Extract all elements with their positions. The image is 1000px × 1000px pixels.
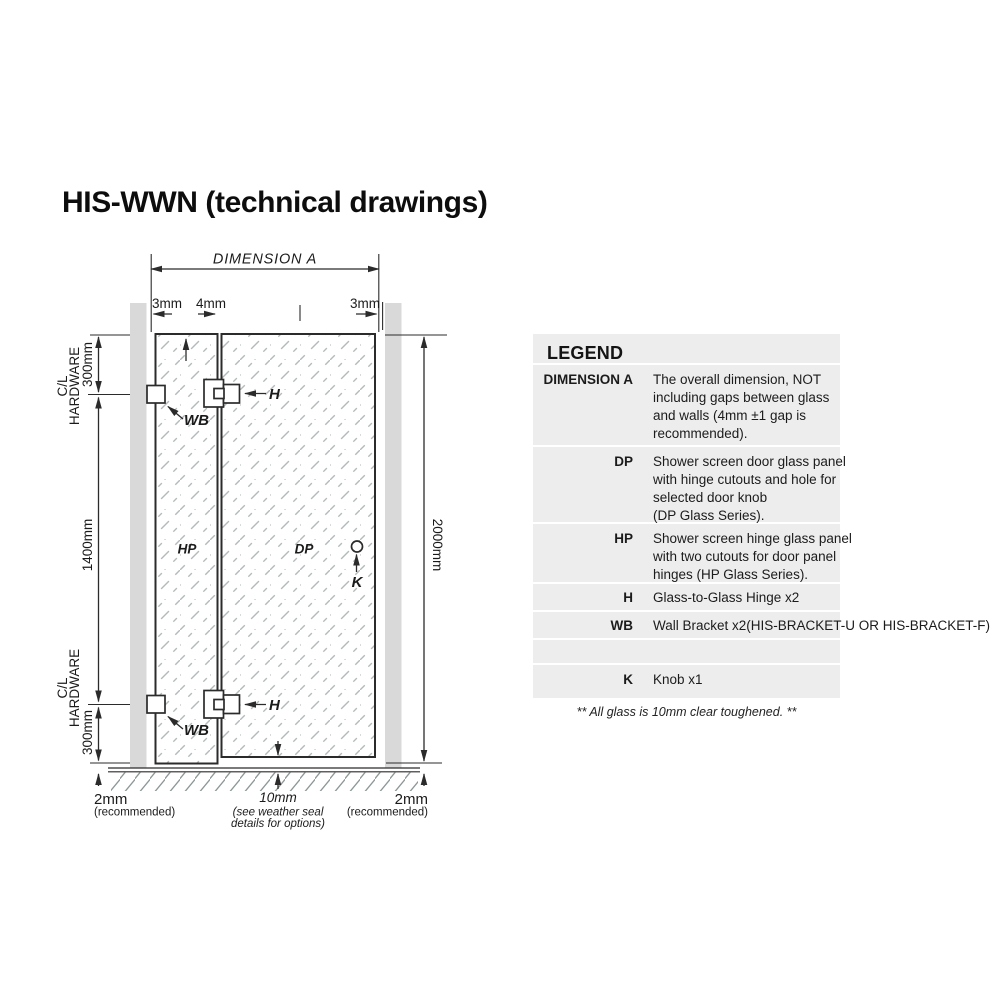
dim-2000: 2000mm <box>430 518 445 572</box>
legend-row-dp <box>533 445 846 523</box>
legend-term: DP <box>614 454 633 469</box>
legend-term: K <box>623 672 633 687</box>
panel-hp-label: HP <box>177 541 197 557</box>
legend-definition: Shower screen hinge glass panel with two cutouts for door panel hinges (HP Glass Series). <box>653 531 852 582</box>
dim-300-top: 300mm <box>80 341 95 388</box>
page-title: HIS-WWN (technical drawings) <box>62 186 488 219</box>
knob-label: K <box>351 574 363 591</box>
legend-definition: The overall dimension, NOT including gaps between glass and walls (4mm ±1 gap is recommended). <box>653 372 830 441</box>
legend-term: WB <box>610 618 633 633</box>
top-gap-dims <box>152 296 380 314</box>
legend-term: DIMENSION A <box>543 372 633 387</box>
legend-term: H <box>623 590 633 605</box>
legend-definition: Knob x1 <box>653 672 703 687</box>
left-dimensions <box>55 335 130 786</box>
legend-row-wb <box>533 610 991 638</box>
legend-term: HP <box>614 531 633 546</box>
wall-bracket-top <box>147 386 165 404</box>
floor-right-note: (recommended) <box>346 806 428 819</box>
legend-definition: Glass-to-Glass Hinge x2 <box>653 590 800 605</box>
legend-row-hp <box>533 522 852 582</box>
cl-hardware-bottom-line2: HARDWARE <box>67 648 82 728</box>
dimension-a-label: DIMENSION A <box>212 251 318 268</box>
dimension-a <box>151 252 382 333</box>
technical-drawing <box>50 240 460 840</box>
panel-dp-label: DP <box>294 541 314 557</box>
seal-gap-label: 10mm <box>259 790 297 805</box>
gap-right-label: 3mm <box>350 296 380 311</box>
floor-right-gap: 2mm <box>394 791 428 808</box>
hinge-label-top: H <box>269 386 280 403</box>
wall-bracket-bottom <box>147 696 165 714</box>
cl-hardware-bottom-line1: C/L <box>55 677 70 699</box>
hinge-bottom <box>204 691 240 719</box>
legend-definition: Wall Bracket x2(HIS-BRACKET-U OR HIS-BRACKET-F) <box>653 618 991 633</box>
legend-definition: Shower screen door glass panel with hinge cutouts and hole for selected door knob (DP Glass Series). <box>653 454 846 523</box>
legend-row-spacer <box>533 638 840 663</box>
floor-left-note: (recommended) <box>94 806 176 819</box>
cl-hardware-top-line2: HARDWARE <box>67 346 82 426</box>
wall-right <box>385 303 402 768</box>
legend-panel <box>533 334 991 698</box>
dim-300-bottom: 300mm <box>80 709 95 756</box>
hinge-label-bottom: H <box>269 697 280 714</box>
bracket-label-bottom: WB <box>184 722 209 739</box>
cl-hardware-top-line1: C/L <box>55 375 70 397</box>
legend-row-k <box>533 663 840 698</box>
legend-title: LEGEND <box>547 343 624 363</box>
dim-1400: 1400mm <box>80 518 95 572</box>
gap-mid-label: 4mm <box>196 296 226 311</box>
wall-left <box>130 303 147 768</box>
seal-note-line1: (see weather seal <box>232 806 324 819</box>
floor-left-gap: 2mm <box>94 791 128 808</box>
floor <box>108 768 420 791</box>
bracket-label-top: WB <box>184 412 209 429</box>
seal-note-line2: details for options) <box>231 818 325 830</box>
glass-footnote: ** All glass is 10mm clear toughened. ** <box>576 705 797 719</box>
legend-row-h <box>533 582 840 610</box>
gap-left-label: 3mm <box>152 296 182 311</box>
legend-row-dimension-a <box>533 363 840 445</box>
floor-labels <box>94 790 428 830</box>
